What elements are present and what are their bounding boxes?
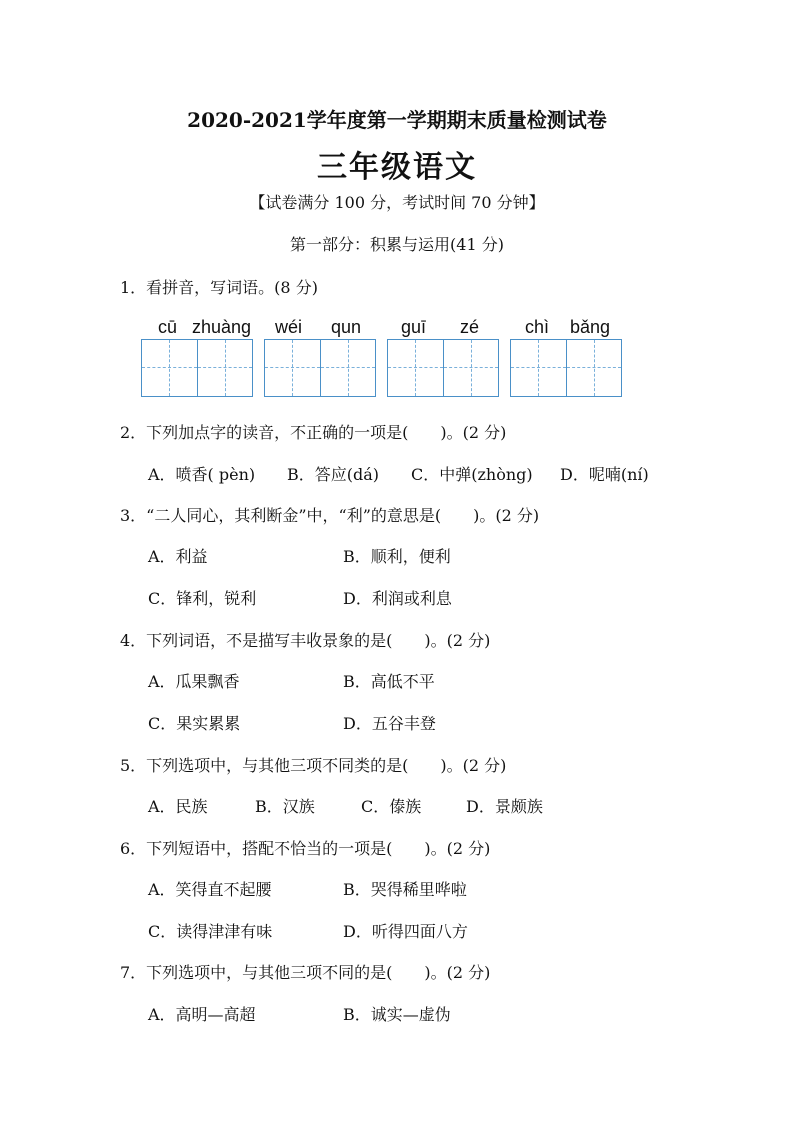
grid-cell[interactable] bbox=[511, 340, 566, 396]
q2-option-a[interactable]: A．喷香( pèn) bbox=[148, 465, 256, 484]
subject-title: 三年级语文 bbox=[317, 150, 477, 185]
q7-option-b[interactable]: B．诚实—虚伪 bbox=[343, 1005, 451, 1024]
pinyin-4b: bǎng bbox=[570, 317, 611, 337]
question-2: 2．下列加点字的读音，不正确的一项是( )。(2 分) bbox=[120, 423, 507, 442]
writing-grid-4[interactable] bbox=[510, 339, 622, 397]
section-title: 第一部分：积累与运用(41 分) bbox=[290, 235, 504, 254]
q3-option-a[interactable]: A．利益 bbox=[148, 547, 208, 566]
writing-grid-1[interactable] bbox=[141, 339, 253, 397]
pinyin-3b: zé bbox=[460, 317, 480, 337]
q2-option-d[interactable]: D．呢喃(ní) bbox=[560, 465, 649, 484]
grid-cell[interactable] bbox=[197, 340, 252, 396]
pinyin-2a: wéi bbox=[275, 317, 303, 337]
exam-note: 【试卷满分 100 分，考试时间 70 分钟】 bbox=[249, 193, 545, 212]
pinyin-3a: guī bbox=[401, 317, 427, 337]
q2-option-b[interactable]: B．答应(dá) bbox=[287, 465, 380, 484]
pinyin-2b: qun bbox=[331, 317, 362, 337]
q5-option-a[interactable]: A．民族 bbox=[148, 797, 208, 816]
pinyin-1a: cū bbox=[158, 317, 178, 337]
q5-option-c[interactable]: C．傣族 bbox=[361, 797, 422, 816]
q6-option-d[interactable]: D．听得四面八方 bbox=[343, 922, 468, 941]
question-5: 5．下列选项中，与其他三项不同类的是( )。(2 分) bbox=[120, 756, 507, 775]
question-4: 4．下列词语，不是描写丰收景象的是( )。(2 分) bbox=[120, 631, 491, 650]
grid-cell[interactable] bbox=[320, 340, 375, 396]
q4-option-c[interactable]: C．果实累累 bbox=[148, 714, 241, 733]
grid-cell[interactable] bbox=[142, 340, 197, 396]
q4-option-a[interactable]: A．瓜果飘香 bbox=[148, 672, 240, 691]
q5-option-b[interactable]: B．汉族 bbox=[255, 797, 315, 816]
grid-cell[interactable] bbox=[265, 340, 320, 396]
question-6: 6．下列短语中，搭配不恰当的一项是( )。(2 分) bbox=[120, 839, 491, 858]
question-7: 7．下列选项中，与其他三项不同的是( )。(2 分) bbox=[120, 963, 491, 982]
writing-grid-2[interactable] bbox=[264, 339, 376, 397]
q3-option-c[interactable]: C．锋利，锐利 bbox=[148, 589, 257, 608]
grid-cell[interactable] bbox=[388, 340, 443, 396]
exam-title: 2020-2021学年度第一学期期末质量检测试卷 bbox=[187, 108, 607, 132]
q5-option-d[interactable]: D．景颇族 bbox=[466, 797, 543, 816]
q4-option-d[interactable]: D．五谷丰登 bbox=[343, 714, 436, 733]
writing-grid-3[interactable] bbox=[387, 339, 499, 397]
q6-option-a[interactable]: A．笑得直不起腰 bbox=[148, 880, 272, 899]
pinyin-4a: chì bbox=[525, 317, 550, 337]
q7-option-a[interactable]: A．高明—高超 bbox=[148, 1005, 256, 1024]
q6-option-c[interactable]: C．读得津津有味 bbox=[148, 922, 273, 941]
question-1: 1．看拼音，写词语。(8 分) bbox=[120, 278, 318, 297]
question-3: 3．“二人同心，其利断金”中，“利”的意思是( )。(2 分) bbox=[120, 506, 540, 525]
grid-cell[interactable] bbox=[443, 340, 498, 396]
grid-cell[interactable] bbox=[566, 340, 621, 396]
q4-option-b[interactable]: B．高低不平 bbox=[343, 672, 435, 691]
q6-option-b[interactable]: B．哭得稀里哗啦 bbox=[343, 880, 467, 899]
q3-option-b[interactable]: B．顺利，便利 bbox=[343, 547, 451, 566]
q2-option-c[interactable]: C．中弹(zhòng) bbox=[411, 465, 533, 484]
q3-option-d[interactable]: D．利润或利息 bbox=[343, 589, 452, 608]
pinyin-1b: zhuàng bbox=[192, 317, 252, 337]
